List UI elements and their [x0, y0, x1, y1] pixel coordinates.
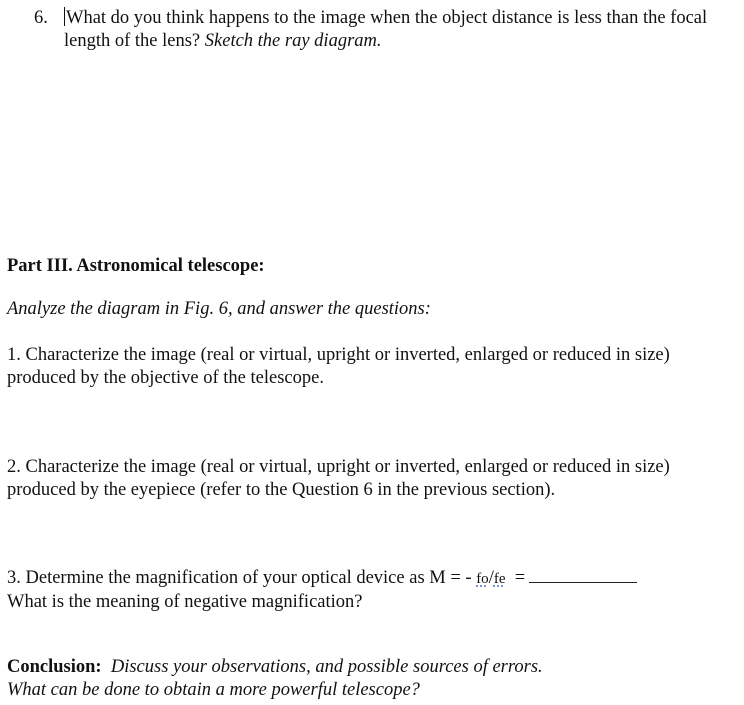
question-number: 6. — [34, 8, 48, 28]
question-6-continuation: length of the lens? — [64, 31, 201, 51]
focal-length-objective: fo — [476, 571, 489, 587]
section-heading: Part III. Astronomical telescope: — [7, 256, 265, 276]
answer-blank[interactable] — [529, 568, 637, 583]
question-3-line-2: What is the meaning of negative magnification? — [7, 592, 363, 612]
question-6-line-1 — [34, 7, 707, 30]
question-6-line-2 — [34, 30, 707, 53]
question-1 — [7, 344, 670, 390]
conclusion-text-2: What can be done to obtain a more powerful telescope? — [7, 680, 420, 700]
fraction-slash: / — [488, 568, 494, 588]
question-1-line-1: 1. Characterize the image (real or virtual, upright or inverted, enlarged or reduced in size) — [7, 345, 670, 365]
question-2-line-1: 2. Characterize the image (real or virtual, upright or inverted, enlarged or reduced in size) — [7, 457, 670, 477]
question-2 — [7, 456, 670, 502]
equals-sign: = — [514, 568, 526, 588]
question-6-text: What do you think happens to the image when the object distance is less than the focal — [66, 8, 708, 28]
magnification-formula-text: 3. Determine the magnification of your optical device as M = - — [7, 568, 472, 588]
question-3-line-1 — [7, 567, 637, 591]
question-2-line-2: produced by the eyepiece (refer to the Question 6 in the previous section). — [7, 480, 556, 500]
question-6-instruction: Sketch the ray diagram. — [204, 31, 382, 51]
question-3 — [7, 567, 637, 614]
conclusion-label: Conclusion: — [7, 657, 102, 677]
conclusion-line-1 — [7, 656, 543, 679]
conclusion — [7, 656, 543, 702]
focal-length-eyepiece: fe — [493, 571, 506, 587]
question-6 — [34, 7, 707, 53]
text-cursor — [64, 7, 65, 26]
question-1-line-2: produced by the objective of the telescope. — [7, 368, 324, 388]
section-instruction: Analyze the diagram in Fig. 6, and answer the questions: — [7, 299, 431, 319]
conclusion-text-1: Discuss your observations, and possible sources of errors. — [110, 657, 543, 677]
